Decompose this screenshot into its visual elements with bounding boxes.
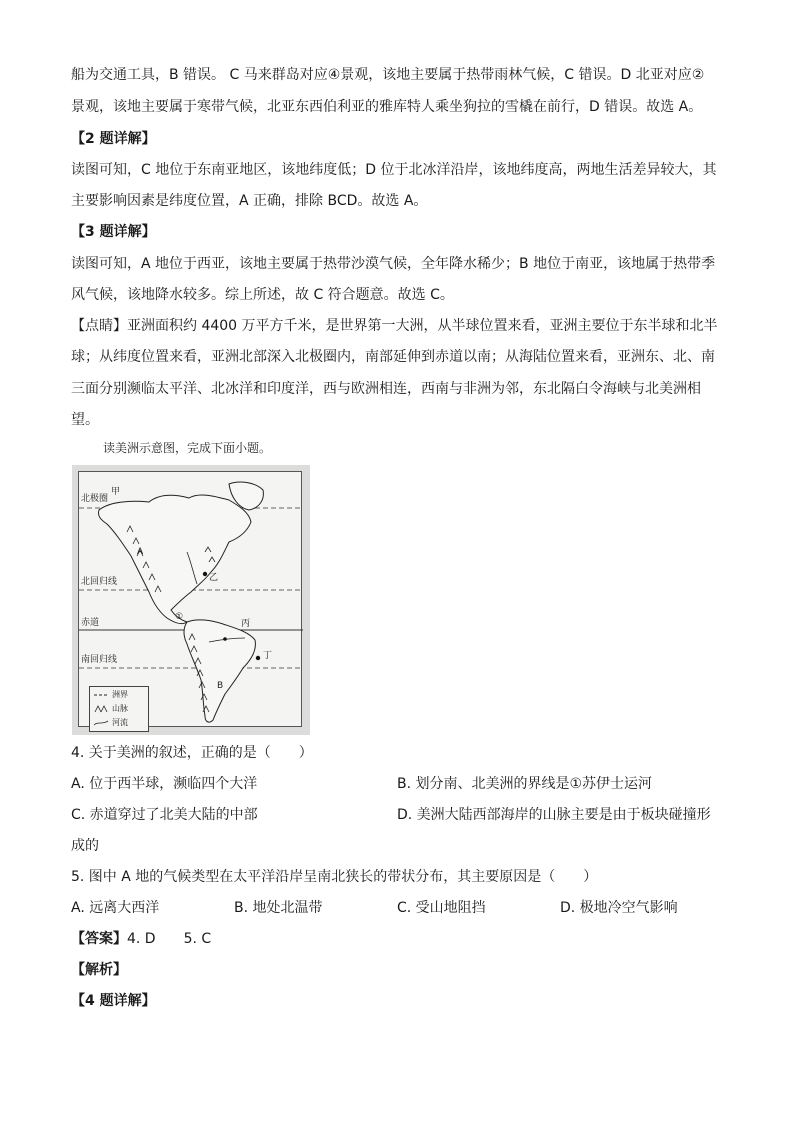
- south-america-outline: [184, 620, 255, 722]
- north-america-outline: [98, 495, 251, 624]
- point-yi-marker: [203, 572, 207, 576]
- point-ding-marker: [256, 656, 260, 660]
- river-symbol: [94, 721, 108, 725]
- tropic-capricorn-label: 南回归线: [81, 655, 118, 665]
- text-line: 三面分别濒临太平洋、北冰洋和印度洋，西与欧洲相连，西南与非洲为邻，东北隔白令海峡与北美洲相: [71, 381, 701, 397]
- text-line: 船为交通工具，B 错误。 C 马来群岛对应④景观，该地主要属于热带雨林气候，C 错误。D 北亚对应②: [71, 67, 705, 83]
- text-line: 望。: [71, 412, 99, 428]
- tropic-cancer-label: 北回归线: [81, 577, 118, 587]
- legend-river-label: 河流: [112, 718, 128, 727]
- text-line: 风气候，该地降水较多。综上所述，故 C 符合题意。故选 C。: [71, 287, 454, 303]
- q4-option-a: A. 位于西半球，濒临四个大洋: [71, 776, 258, 792]
- legend-mountain-label: 山脉: [112, 704, 128, 713]
- map-caption: 读美洲示意图，完成下面小题。: [103, 441, 272, 455]
- answer-value: 4. D 5. C: [127, 931, 212, 947]
- text-line: 【点睛】亚洲面积约 4400 万平方千米，是世界第一大洲，从半球位置来看，亚洲主要位于东半球和北半: [71, 318, 718, 334]
- yi-label: 乙: [209, 573, 219, 583]
- q5-option-d: D. 极地冷空气影响: [560, 900, 678, 916]
- circle-1-label: ①: [175, 612, 184, 622]
- mountain-symbol: [95, 706, 107, 712]
- bing-label: 丙: [241, 619, 251, 629]
- q5-option-a: A. 远离大西洋: [71, 900, 160, 916]
- map-legend: [89, 686, 149, 732]
- text-line: 景观，该地主要属于寒带气候，北亚东西伯利亚的雅库特人乘坐狗拉的雪橇在前行，D 错误。故选 A。: [71, 99, 703, 115]
- point-a-label: A: [137, 547, 144, 557]
- question-5-stem: 5. 图中 A 地的气候类型在太平洋沿岸呈南北狭长的带状分布，其主要原因是（ ）: [71, 869, 598, 885]
- text-line: 主要影响因素是纬度位置，A 正确，排除 BCD。故选 A。: [71, 193, 428, 209]
- q5-option-b: B. 地处北温带: [234, 900, 323, 916]
- section-heading: 【3 题详解】: [71, 224, 156, 240]
- ding-label: 丁: [263, 651, 273, 661]
- text-line: 读图可知，A 地位于西亚，该地主要属于热带沙漠气候，全年降水稀少；B 地位于南亚，该地属于热带季: [71, 256, 716, 272]
- text-line: 读图可知，C 地位于东南亚地区，该地纬度低；D 位于北冰洋沿岸，该地纬度高，两地生活差异较大，其: [71, 162, 717, 178]
- q4-option-d: D. 美洲大陆西部海岸的山脉主要是由于板块碰撞形: [397, 807, 711, 823]
- q4-option-d-continued: 成的: [71, 838, 99, 854]
- q4-option-c: C. 赤道穿过了北美大陆的中部: [71, 807, 258, 823]
- text-line: 球；从纬度位置来看，亚洲北部深入北极圈内，南部延伸到赤道以南；从海陆位置来看，亚洲东、北、南: [71, 349, 715, 365]
- map-frame: [78, 471, 302, 727]
- answer-label: 【答案】: [71, 931, 127, 947]
- americas-map: [72, 465, 310, 735]
- answer-line: [71, 928, 211, 950]
- analysis-heading: 【解析】: [71, 962, 127, 978]
- legend-boundary-label: 洲界: [112, 690, 128, 699]
- point-bing-marker: [223, 637, 227, 641]
- jia-label: 甲: [111, 487, 121, 497]
- section-heading: 【2 题详解】: [71, 131, 156, 147]
- point-b-label: B: [217, 681, 224, 691]
- question-4-stem: 4. 关于美洲的叙述，正确的是（ ）: [71, 745, 313, 761]
- arctic-circle-label: 北极圈: [81, 494, 109, 504]
- q4-detail-heading: 【4 题详解】: [71, 993, 156, 1009]
- q4-option-b: B. 划分南、北美洲的界线是①苏伊士运河: [397, 776, 653, 792]
- equator-label: 赤道: [81, 618, 100, 628]
- q5-option-c: C. 受山地阻挡: [397, 900, 486, 916]
